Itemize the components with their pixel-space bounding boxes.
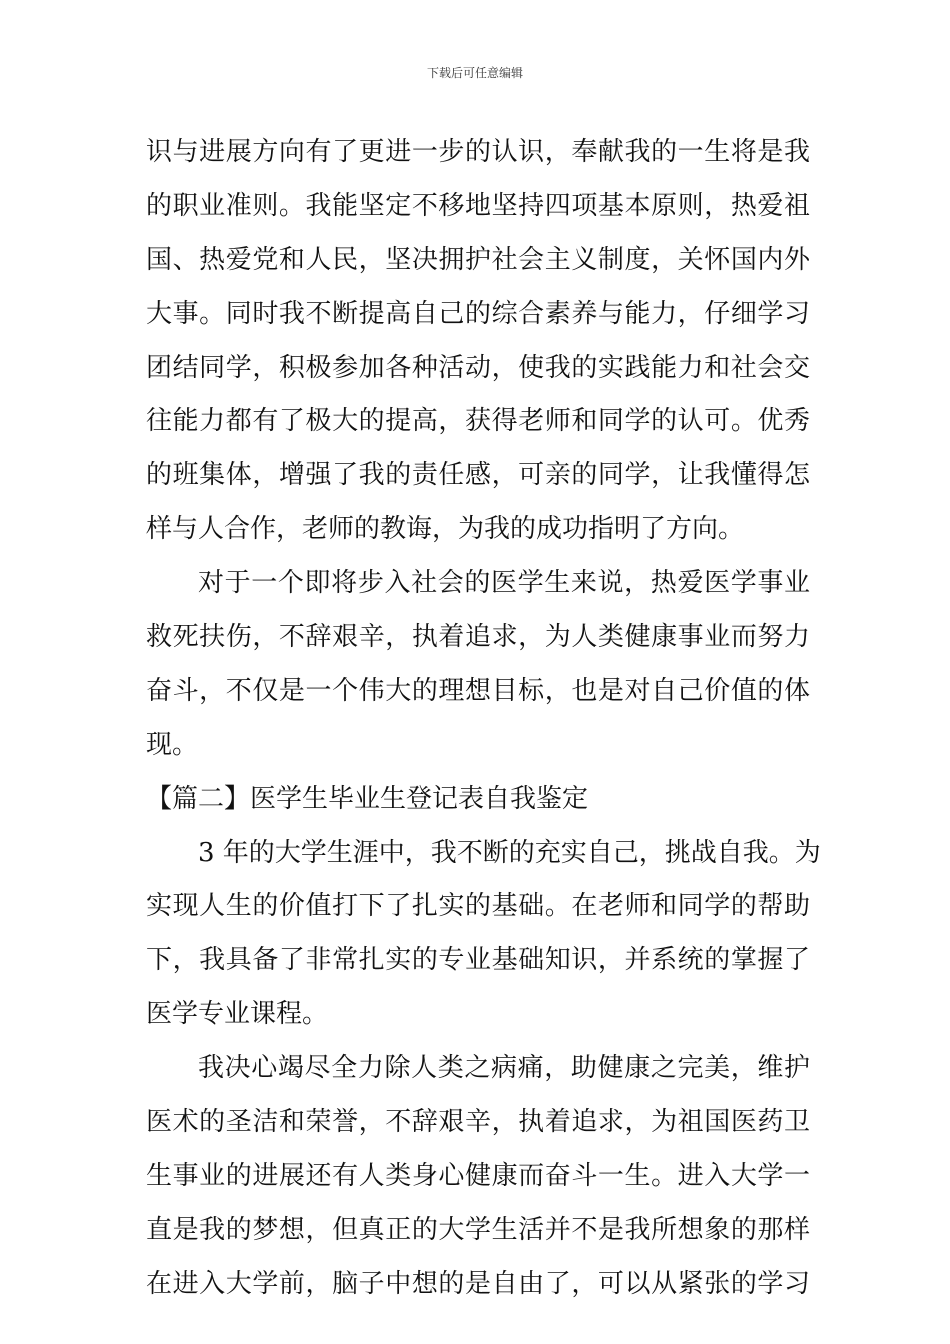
text-line: 【篇二】医学生毕业生登记表自我鉴定 [146, 783, 589, 814]
text-line: 的职业准则。我能坚定不移地坚持四项基本原则，热爱祖 [146, 190, 810, 221]
text-line: 大事。同时我不断提高自己的综合素养与能力，仔细学习 [146, 298, 810, 329]
text-line: 直是我的梦想，但真正的大学生活并不是我所想象的那样 [146, 1214, 810, 1245]
text-line: 我决心竭尽全力除人类之病痛，助健康之完美，维护 [198, 1053, 810, 1084]
text-line: 生事业的进展还有人类身心健康而奋斗一生。进入大学一 [146, 1160, 810, 1191]
text-line: 识与进展方向有了更进一步的认识，奉献我的一生将是我 [146, 137, 810, 167]
text-line: 国、热爱党和人民，坚决拥护社会主义制度，关怀国内外 [146, 244, 810, 275]
text-line: 往能力都有了极大的提高，获得老师和同学的认可。优秀 [146, 406, 810, 437]
text-line: 样与人合作，老师的教诲，为我的成功指明了方向。 [146, 514, 745, 545]
text-line: 下，我具备了非常扎实的专业基础知识，并系统的掌握了 [146, 945, 810, 976]
text-line: 救死扶伤，不辞艰辛，执着追求，为人类健康事业而努力 [146, 622, 810, 653]
text-line: 3 年的大学生涯中，我不断的充实自己，挑战自我。为 [198, 837, 821, 868]
text-line: 医学专业课程。 [146, 999, 329, 1030]
text-line: 在进入大学前，脑子中想的是自由了，可以从紧张的学习 [146, 1268, 810, 1299]
text-line: 医术的圣洁和荣誉，不辞艰辛，执着追求，为祖国医药卫 [146, 1107, 810, 1138]
text-line: 对于一个即将步入社会的医学生来说，热爱医学事业 [198, 568, 810, 599]
text-line: 奋斗，不仅是一个伟大的理想目标，也是对自己价值的体 [146, 675, 810, 706]
text-line: 现。 [146, 729, 199, 760]
text-line: 实现人生的价值打下了扎实的基础。在老师和同学的帮助 [146, 891, 810, 922]
text-line: 团结同学，积极参加各种活动，使我的实践能力和社会交 [146, 352, 810, 383]
text-line: 的班集体，增强了我的责任感，可亲的同学，让我懂得怎 [146, 460, 810, 491]
page-header: 下载后可任意编辑 [426, 66, 523, 80]
document-body [146, 126, 821, 1312]
